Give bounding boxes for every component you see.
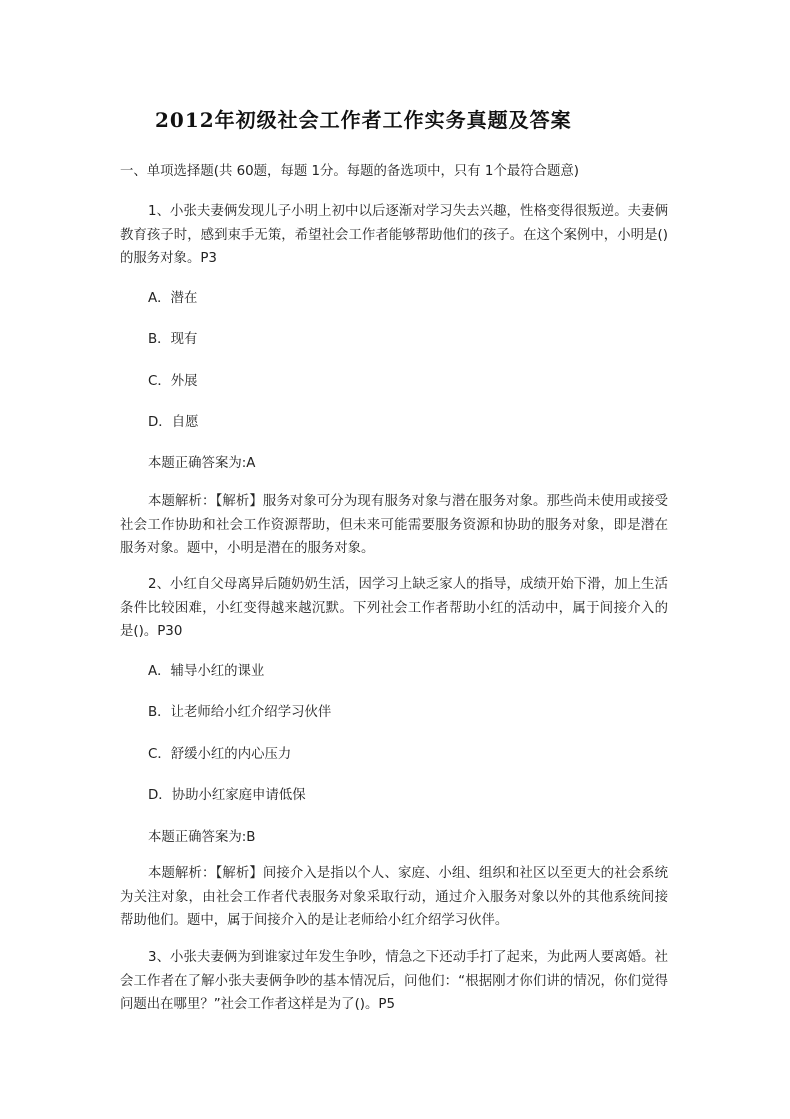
section-heading: 一、单项选择题(共 60题，每题 1分。每题的备选项中，只有 1个最符合题意) bbox=[120, 164, 580, 179]
option-b: B．现有 bbox=[148, 332, 198, 347]
option-c: C．舒缓小红的内心压力 bbox=[148, 747, 292, 762]
question-stem: 2、小红自父母离异后随奶奶生活，因学习上缺乏家人的指导，成绩开始下滑，加上生活条件比较困难，小红变得越来越沉默。下列社会工作者帮助小红的活动中，属于间接介入的是()。P30 bbox=[120, 577, 668, 639]
option-d: D．协助小红家庭申请低保 bbox=[148, 788, 306, 803]
correct-answer: 本题正确答案为:A bbox=[148, 456, 256, 471]
option-b: B．让老师给小红介绍学习伙伴 bbox=[148, 705, 332, 720]
question-stem: 1、小张夫妻俩发现儿子小明上初中以后逐渐对学习失去兴趣，性格变得很叛逆。夫妻俩教育孩子时，感到束手无策，希望社会工作者能够帮助他们的孩子。在这个案例中，小明是()的服务对象。P3 bbox=[120, 204, 668, 266]
correct-answer: 本题正确答案为:B bbox=[148, 830, 256, 845]
answer-analysis: 本题解析：【解析】间接介入是指以个人、家庭、小组、组织和社区以至更大的社会系统为关注对象，由社会工作者代表服务对象采取行动，通过介入服务对象以外的其他系统间接帮助他们。题中，属于间接介入的是让老师给小红介绍学习伙伴。 bbox=[120, 866, 668, 928]
option-c: C．外展 bbox=[148, 374, 198, 389]
document-title: 2012年初级社会工作者工作实务真题及答案 bbox=[155, 108, 572, 132]
option-a: A．潜在 bbox=[148, 291, 198, 306]
option-d: D．自愿 bbox=[148, 415, 199, 430]
question-stem: 3、小张夫妻俩为到谁家过年发生争吵，情急之下还动手打了起来，为此两人要离婚。社会工作者在了解小张夫妻俩争吵的基本情况后，问他们：“根据刚才你们讲的情况，你们觉得问题出在哪里？”社会工作者这样是为了()。P5 bbox=[120, 950, 668, 1012]
option-a: A．辅导小红的课业 bbox=[148, 664, 265, 679]
answer-analysis: 本题解析：【解析】服务对象可分为现有服务对象与潜在服务对象。那些尚未使用或接受社会工作协助和社会工作资源帮助，但未来可能需要服务资源和协助的服务对象，即是潜在服务对象。题中，小明是潜在的服务对象。 bbox=[120, 494, 668, 556]
